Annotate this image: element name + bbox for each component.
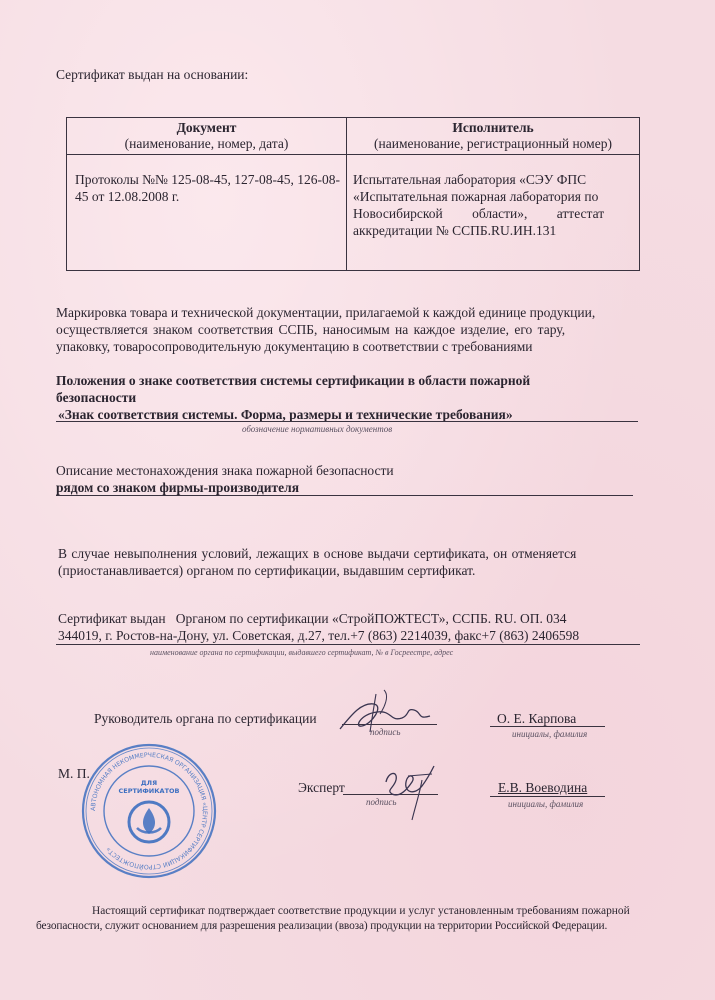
- expert-label: Эксперт: [298, 780, 345, 795]
- footer-line-2: безопасности, служит основанием для разрешения реализации (ввоза) продукции на территории Российской Федерации.: [36, 920, 608, 932]
- regulation-caption: обозначение нормативных документов: [242, 424, 393, 434]
- table-header-document: Документ: [176, 120, 237, 135]
- footer-line-1: Настоящий сертификат подтверждает соответствие продукции и услуг установленным требованиям пожарной: [92, 905, 630, 917]
- intro-text: Сертификат выдан на основании:: [56, 67, 249, 82]
- stamp-flame-icon: [143, 808, 155, 834]
- marking-regulation-line-1: Положения о знаке соответствия системы сертификации в области пожарной: [56, 373, 531, 388]
- stamp-center-top: ДЛЯ: [140, 779, 158, 787]
- table-cell-executor-line3: Новосибирской области», аттестат: [353, 206, 605, 221]
- table-cell-executor-line4: аккредитации № ССПБ.RU.ИН.131: [353, 223, 557, 238]
- location-value: рядом со знаком фирмы-производителя: [56, 480, 299, 495]
- head-name-caption: инициалы, фамилия: [512, 729, 588, 739]
- issuer-line-1: Сертификат выдан Органом по сертификации «СтройПОЖТЕСТ», ССПБ. RU. ОП. 034: [58, 611, 567, 626]
- mp-label: М. П.: [58, 766, 90, 781]
- marking-line-1: Маркировка товара и технической документации, прилагаемой к каждой единице продукции,: [56, 305, 596, 320]
- table-cell-executor-line2: «Испытательная пожарная лаборатория по: [353, 189, 599, 204]
- organization-stamp: [80, 742, 218, 880]
- cancel-line-2: (приостанавливается) органом по сертификации, выдавшим сертификат.: [58, 563, 476, 578]
- marking-line-3: упаковку, товаросопроводительную документацию в соответствии с требованиями: [56, 339, 533, 354]
- expert-signature-mark: [372, 752, 452, 827]
- stamp-center-bottom: СЕРТИФИКАТОВ: [118, 787, 180, 795]
- basis-table: [66, 117, 640, 271]
- marking-line-2: осуществляется знаком соответствия ССПБ, наносимым на каждое изделие, его тару,: [56, 322, 566, 337]
- head-signature-caption: подпись: [370, 727, 401, 737]
- issuer-caption: наименование органа по сертификации, выдавшего сертификат, № в Госреестре, адрес: [150, 648, 454, 657]
- cancel-line-1: В случае невыполнения условий, лежащих в основе выдачи сертификата, он отменяется: [58, 546, 577, 561]
- location-underline: [56, 495, 633, 496]
- head-signature-mark: [332, 684, 442, 744]
- table-cell-document: Протоколы №№ 125-08-45, 127-08-45, 126-08-45 от 12.08.2008 г.: [75, 172, 341, 204]
- issuer-line-2: 344019, г. Ростов-на-Дону, ул. Советская, д.27, тел.+7 (863) 2214039, факс+7 (863) 2406598: [58, 628, 580, 643]
- table-cell-executor-line1: Испытательная лаборатория «СЭУ ФПС: [353, 172, 587, 187]
- head-name: О. Е. Карпова: [497, 711, 577, 726]
- table-subheader-executor: (наименование, регистрационный номер): [374, 136, 612, 151]
- stamp-ring-text: АВТОНОМНАЯ НЕКОММЕРЧЕСКАЯ ОРГАНИЗАЦИЯ «ЦЕНТР СЕРТИФИКАЦИИ СТРОЙПОЖТЕСТ»: [89, 751, 209, 871]
- table-header-executor: Исполнитель: [452, 120, 534, 135]
- marking-regulation-line-2: безопасности: [56, 390, 137, 405]
- marking-regulation-line-3: «Знак соответствия системы. Форма, размеры и технические требования»: [58, 407, 513, 422]
- table-header-divider: [67, 154, 639, 155]
- expert-signature-caption: подпись: [366, 797, 397, 807]
- table-subheader-document: (наименование, номер, дата): [124, 136, 289, 151]
- expert-name: Е.В. Воеводина: [498, 780, 588, 795]
- location-label: Описание местонахождения знака пожарной безопасности: [56, 463, 394, 478]
- head-signature-label: Руководитель органа по сертификации: [94, 711, 317, 726]
- expert-name-caption: инициалы, фамилия: [508, 799, 584, 809]
